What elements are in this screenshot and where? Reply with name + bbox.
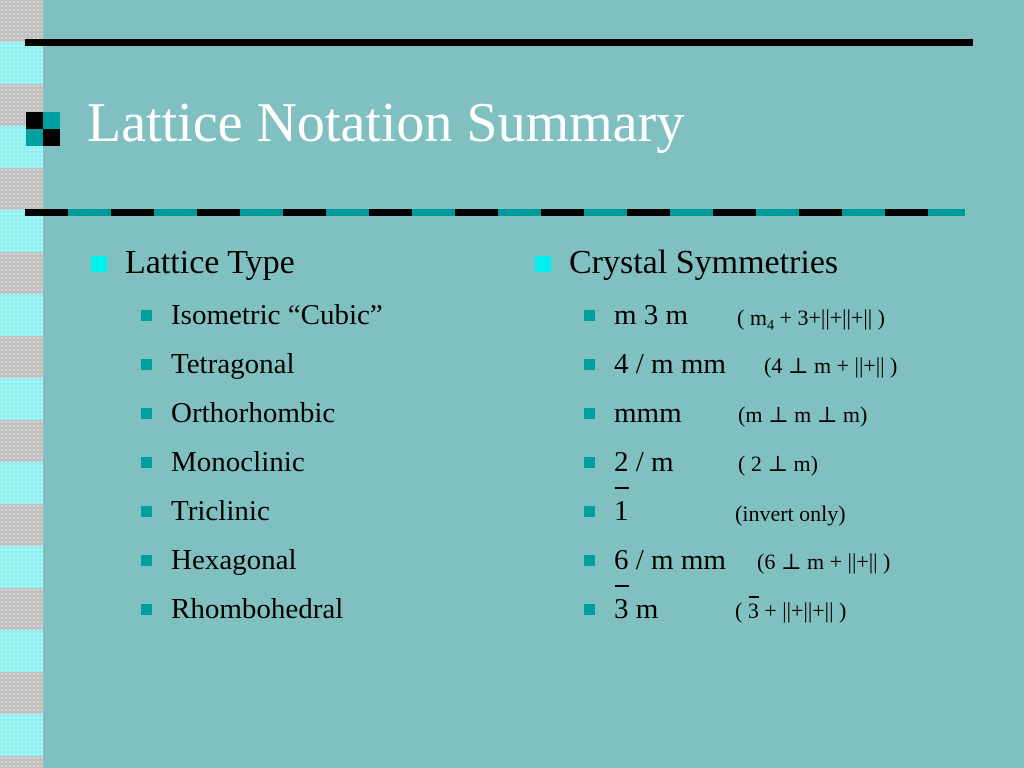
lattice-type-item: Orthorhombic — [171, 397, 336, 429]
sub-bullet-icon — [584, 555, 595, 566]
symmetry-note: (4 ⊥ m + ||+|| ) — [764, 353, 898, 378]
symmetry-item — [614, 399, 682, 428]
sub-bullet-icon — [141, 604, 152, 615]
sub-bullet-icon — [584, 408, 595, 419]
symmetry-symbol: m 3 m — [614, 299, 689, 331]
bullet-square-icon — [91, 256, 107, 272]
top-rule — [25, 39, 973, 46]
sub-bullet-icon — [141, 359, 152, 370]
symmetry-item — [614, 448, 674, 477]
symmetry-item — [614, 546, 726, 575]
symmetry-item — [614, 595, 658, 624]
bullet-square-icon — [535, 256, 551, 272]
sub-bullet-icon — [584, 359, 595, 370]
dashed-divider — [25, 209, 965, 216]
list-item — [171, 546, 297, 575]
list-item — [171, 350, 295, 379]
symmetry-item — [614, 350, 726, 379]
sub-bullet-icon — [584, 310, 595, 321]
symmetry-note: ( $m_4 + 3+||+||+||$ ) — [737, 305, 885, 334]
lattice-type-heading — [125, 246, 295, 280]
list-item — [171, 399, 335, 428]
symmetry-symbol: 6 / m mm — [614, 544, 726, 576]
symmetry-note: (6 ⊥ m + ||+|| ) — [757, 549, 891, 574]
symmetry-note: ( 3 + ||+||+|| ) — [735, 598, 847, 623]
list-item — [171, 448, 305, 477]
sub-bullet-icon — [141, 506, 152, 517]
crystal-symmetries-heading-text: Crystal Symmetries — [569, 244, 839, 281]
symmetry-note: (m ⊥ m ⊥ m) — [738, 402, 868, 427]
symmetry-symbol-bar: 3 — [614, 593, 629, 625]
list-item — [171, 497, 270, 526]
symmetry-item — [614, 497, 629, 526]
symmetry-note: (invert only) — [735, 501, 846, 526]
sub-bullet-icon — [141, 555, 152, 566]
lattice-type-item: Hexagonal — [171, 544, 297, 576]
slide-title: Lattice Notation Summary — [87, 92, 685, 154]
lattice-type-item: Tetragonal — [171, 348, 295, 380]
lattice-type-heading-text: Lattice Type — [125, 244, 295, 281]
sub-bullet-icon — [584, 506, 595, 517]
symmetry-item — [614, 301, 688, 330]
list-item — [171, 595, 343, 624]
symmetry-symbol: 2 / m — [614, 446, 674, 478]
lattice-type-item: Triclinic — [171, 495, 270, 527]
sub-bullet-icon — [141, 310, 152, 321]
symmetry-symbol: mmm — [614, 397, 682, 429]
sub-bullet-icon — [141, 457, 152, 468]
sub-bullet-icon — [584, 604, 595, 615]
list-item — [171, 301, 383, 330]
crystal-symmetries-heading — [569, 246, 838, 280]
symmetry-symbol: 1 — [614, 495, 629, 527]
lattice-type-item: Rhombohedral — [171, 593, 344, 625]
lattice-type-item: Isometric “Cubic” — [171, 299, 383, 331]
title-marker-icon — [26, 112, 60, 146]
sub-bullet-icon — [141, 408, 152, 419]
symmetry-symbol: m — [628, 593, 659, 625]
lattice-type-item: Monoclinic — [171, 446, 305, 478]
sub-bullet-icon — [584, 457, 595, 468]
symmetry-note: ( 2 ⊥ m) — [738, 451, 818, 476]
symmetry-symbol: 4 / m mm — [614, 348, 726, 380]
